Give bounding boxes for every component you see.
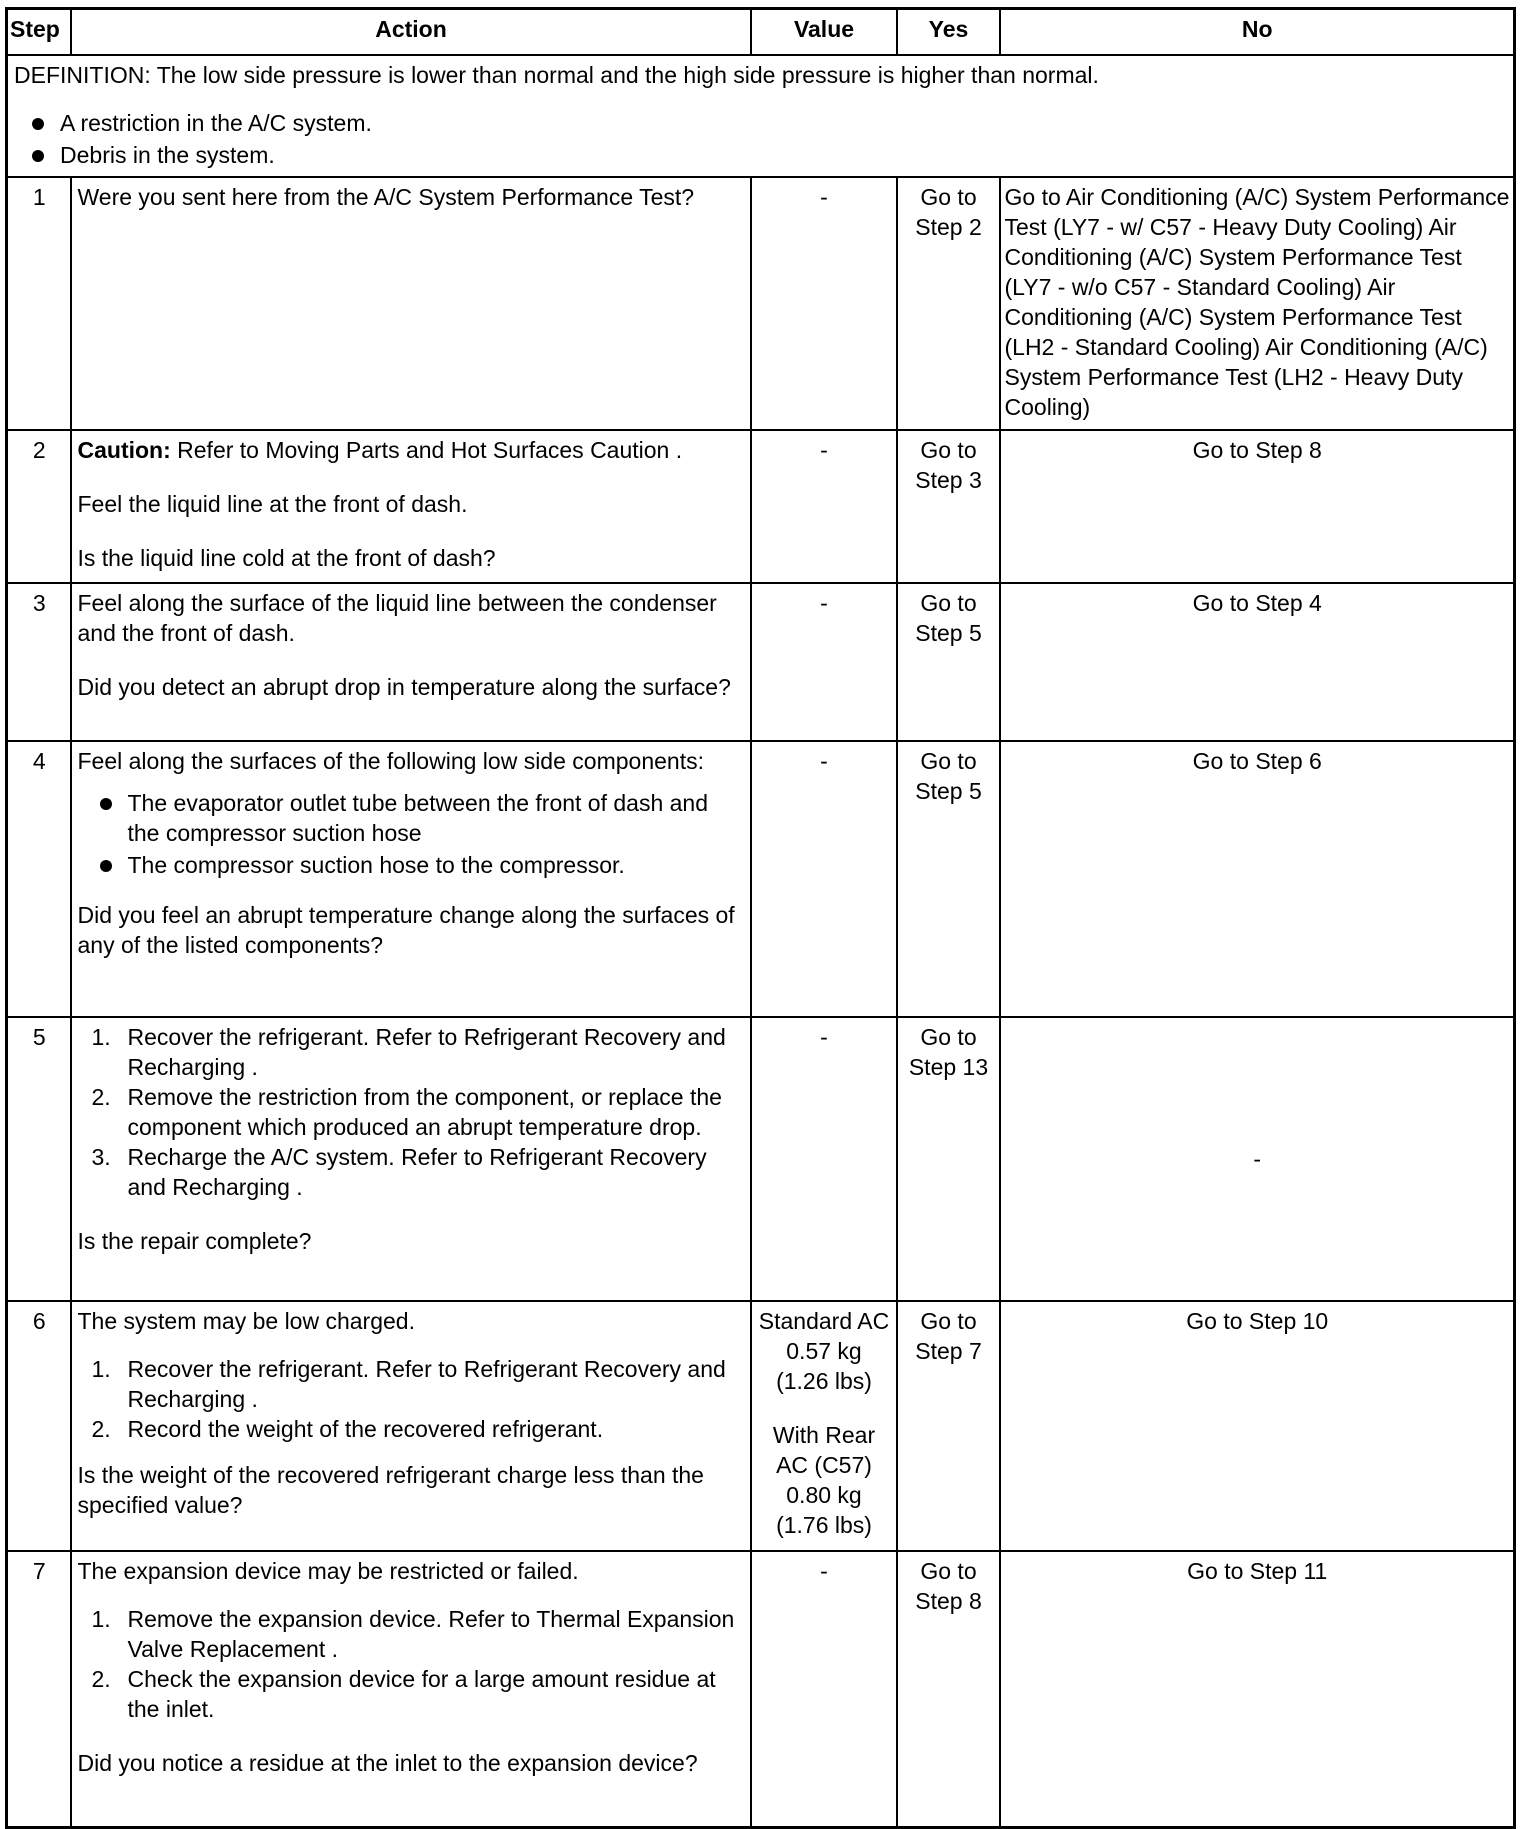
caution-text <box>78 435 745 465</box>
caution-label: Caution: <box>77 437 171 463</box>
step-number: 2 <box>7 430 71 583</box>
header-value: Value <box>751 9 897 56</box>
step-number: 3 <box>7 583 71 741</box>
value-cell: - <box>751 741 897 1017</box>
value-cell <box>751 1301 897 1551</box>
header-step: Step <box>7 9 71 56</box>
step-number: 1 <box>7 177 71 430</box>
action-cell <box>71 583 751 741</box>
action-text: Were you sent here from the A/C System Performance Test? <box>77 184 695 210</box>
value-cell: - <box>751 583 897 741</box>
action-steps <box>78 1604 745 1724</box>
definition-row <box>7 55 1515 177</box>
action-step-text: Check the expansion device for a large amount residue at the inlet. <box>127 1666 716 1722</box>
action-step: 1. Recover the refrigerant. Refer to Refrigerant Recovery and Recharging . <box>91 1024 726 1080</box>
action-step-text: Record the weight of the recovered refrigerant. <box>127 1416 604 1442</box>
action-cell <box>71 1551 751 1827</box>
value-cell: - <box>751 177 897 430</box>
yes-cell: Go to Step 5 <box>897 741 1000 1017</box>
table-row-step-6 <box>7 1301 1515 1551</box>
yes-cell: Go to Step 7 <box>897 1301 1000 1551</box>
step-number: 4 <box>7 741 71 1017</box>
yes-cell: Go to Step 5 <box>897 583 1000 741</box>
table-row-step-2 <box>7 430 1515 583</box>
no-cell: Go to Step 6 <box>1000 741 1515 1017</box>
definition-bullets <box>14 108 1508 170</box>
action-cell <box>71 741 751 1017</box>
header-no: No <box>1000 9 1515 56</box>
table-row-step-4 <box>7 741 1515 1017</box>
action-step: 2. Remove the restriction from the component, or replace the component which produced an abrupt temperature drop. <box>91 1084 722 1140</box>
diagnostic-table-wrapper <box>5 7 1516 1829</box>
action-cell <box>71 1301 751 1551</box>
action-steps <box>78 1354 745 1444</box>
action-question: Is the liquid line cold at the front of dash? <box>77 545 496 571</box>
action-text: Feel along the surface of the liquid line between the condenser and the front of dash. <box>77 590 717 646</box>
action-steps <box>78 1022 745 1202</box>
action-question: Is the repair complete? <box>77 1228 312 1254</box>
no-cell: Go to Air Conditioning (A/C) System Performance Test (LY7 - w/ C57 - Heavy Duty Cooling) Air Conditioning (A/C) System Performance Test (LY7 - w/o C57 - Standard Cooling) Air Conditioning (A/C) System Performance Test (LH2 - Standard Cooling) Air Conditioning (A/C) System Performance Test (LH2 - Heavy Duty Cooling) <box>1000 177 1515 430</box>
definition-bullet: Debris in the system. <box>14 140 1508 170</box>
value-cell: - <box>751 430 897 583</box>
action-text: Feel the liquid line at the front of dash. <box>77 491 468 517</box>
no-cell: Go to Step 8 <box>1000 430 1515 583</box>
yes-cell: Go to Step 3 <box>897 430 1000 583</box>
value-standard: Standard AC 0.57 kg (1.26 lbs) <box>758 1308 890 1394</box>
table-row-step-5 <box>7 1017 1515 1301</box>
step-number: 6 <box>7 1301 71 1551</box>
action-question: Did you feel an abrupt temperature change along the surfaces of any of the listed components? <box>77 902 735 958</box>
step-number: 7 <box>7 1551 71 1827</box>
no-cell: Go to Step 4 <box>1000 583 1515 741</box>
action-text: Feel along the surfaces of the following low side components: <box>77 748 704 774</box>
action-step-text: Remove the expansion device. Refer to Thermal Expansion Valve Replacement . <box>127 1606 735 1662</box>
action-bullets <box>78 788 745 880</box>
action-cell <box>71 177 751 430</box>
yes-cell: Go to Step 13 <box>897 1017 1000 1301</box>
action-step-text: Remove the restriction from the component, or replace the component which produced an abrupt temperature drop. <box>127 1084 722 1140</box>
action-question: Is the weight of the recovered refrigerant charge less than the specified value? <box>77 1462 704 1518</box>
action-step: 3. Recharge the A/C system. Refer to Refrigerant Recovery and Recharging . <box>91 1144 707 1200</box>
action-question: Did you notice a residue at the inlet to the expansion device? <box>77 1750 698 1776</box>
table-header-row <box>7 9 1515 56</box>
no-cell: Go to Step 11 <box>1000 1551 1515 1827</box>
no-cell: Go to Step 10 <box>1000 1301 1515 1551</box>
action-step: 1. Recover the refrigerant. Refer to Refrigerant Recovery and Recharging . <box>91 1356 726 1412</box>
action-step-text: Recover the refrigerant. Refer to Refrigerant Recovery and Recharging . <box>127 1356 726 1412</box>
action-step: 2. Record the weight of the recovered refrigerant. <box>91 1416 604 1442</box>
yes-cell: Go to Step 2 <box>897 177 1000 430</box>
header-yes: Yes <box>897 9 1000 56</box>
action-text: The system may be low charged. <box>77 1308 415 1334</box>
action-bullet: The evaporator outlet tube between the front of dash and the compressor suction hose <box>78 788 745 848</box>
definition-cell <box>7 55 1515 177</box>
action-cell <box>71 430 751 583</box>
value-rear-ac: With Rear AC (C57) 0.80 kg (1.76 lbs) <box>772 1422 876 1538</box>
value-cell: - <box>751 1551 897 1827</box>
diagnostic-table <box>5 7 1516 1829</box>
table-row-step-3 <box>7 583 1515 741</box>
action-cell <box>71 1017 751 1301</box>
definition-text: DEFINITION: The low side pressure is lower than normal and the high side pressure is higher than normal. <box>14 62 1099 88</box>
action-step-text: Recover the refrigerant. Refer to Refrigerant Recovery and Recharging . <box>127 1024 726 1080</box>
header-action: Action <box>71 9 751 56</box>
caution-body: Refer to Moving Parts and Hot Surfaces Caution . <box>170 437 683 463</box>
table-row-step-7 <box>7 1551 1515 1827</box>
action-bullet: The compressor suction hose to the compressor. <box>78 850 745 880</box>
action-step: 1. Remove the expansion device. Refer to Thermal Expansion Valve Replacement . <box>91 1606 735 1662</box>
step-number: 5 <box>7 1017 71 1301</box>
no-cell: - <box>1000 1017 1515 1301</box>
action-text: The expansion device may be restricted or failed. <box>77 1558 579 1584</box>
action-question: Did you detect an abrupt drop in temperature along the surface? <box>77 674 731 700</box>
value-cell: - <box>751 1017 897 1301</box>
definition-bullet: A restriction in the A/C system. <box>14 108 1508 138</box>
table-row-step-1 <box>7 177 1515 430</box>
action-step-text: Recharge the A/C system. Refer to Refrigerant Recovery and Recharging . <box>127 1144 707 1200</box>
action-step: 2. Check the expansion device for a large amount residue at the inlet. <box>91 1666 716 1722</box>
yes-cell: Go to Step 8 <box>897 1551 1000 1827</box>
